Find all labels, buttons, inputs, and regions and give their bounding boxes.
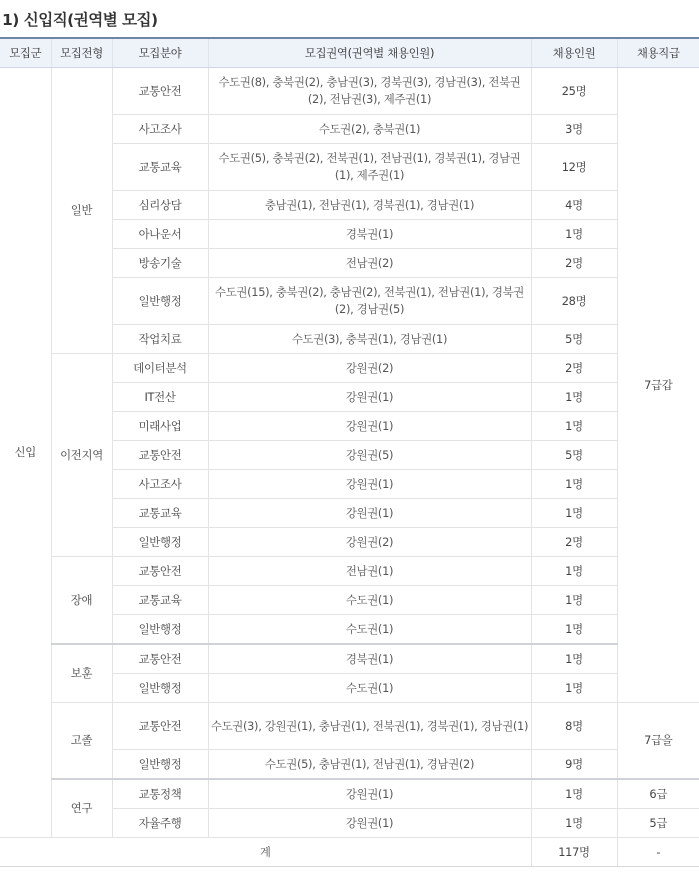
count-cell: 25명	[531, 68, 617, 115]
region-cell: 강원권(5)	[208, 441, 531, 470]
field-cell: 일반행정	[112, 278, 208, 325]
field-cell: 교통교육	[112, 586, 208, 615]
table-row	[0, 354, 699, 383]
count-cell: 3명	[531, 115, 617, 144]
region-cell: 경북권(1)	[208, 220, 531, 249]
section-title: 1) 신입직(권역별 모집)	[2, 11, 158, 29]
region-cell: 강원권(1)	[208, 383, 531, 412]
region-cell: 강원권(1)	[208, 779, 531, 809]
field-cell: 작업치료	[112, 325, 208, 354]
header-grade: 채용직급	[617, 38, 699, 68]
count-cell: 8명	[531, 703, 617, 750]
count-cell: 1명	[531, 499, 617, 528]
region-cell: 전남권(2)	[208, 249, 531, 278]
field-cell: 교통안전	[112, 703, 208, 750]
region-cell: 강원권(1)	[208, 470, 531, 499]
field-cell: 일반행정	[112, 615, 208, 645]
region-cell: 수도권(5), 충북권(2), 전북권(1), 전남권(1), 경북권(1), 경남권(1), 제주권(1)	[208, 144, 531, 191]
count-cell: 1명	[531, 470, 617, 499]
grade-cell-5: 5급	[617, 809, 699, 838]
field-cell: 미래사업	[112, 412, 208, 441]
table-row	[0, 779, 699, 809]
count-cell: 1명	[531, 615, 617, 645]
count-cell: 12명	[531, 144, 617, 191]
field-cell: IT전산	[112, 383, 208, 412]
field-cell: 방송기술	[112, 249, 208, 278]
grade-cell-7b: 7급을	[617, 703, 699, 780]
field-cell: 사고조사	[112, 115, 208, 144]
field-cell: 데이터분석	[112, 354, 208, 383]
count-cell: 5명	[531, 325, 617, 354]
count-cell: 28명	[531, 278, 617, 325]
field-cell: 교통안전	[112, 557, 208, 586]
type-cell-veteran: 보훈	[51, 644, 112, 703]
field-cell: 교통교육	[112, 499, 208, 528]
table-header-row	[0, 38, 699, 68]
count-cell: 1명	[531, 644, 617, 674]
count-cell: 1명	[531, 383, 617, 412]
table-row	[0, 644, 699, 674]
field-cell: 교통안전	[112, 68, 208, 115]
field-cell: 교통안전	[112, 441, 208, 470]
field-cell: 사고조사	[112, 470, 208, 499]
region-cell: 수도권(1)	[208, 674, 531, 703]
header-group: 모집군	[0, 38, 51, 68]
count-cell: 5명	[531, 441, 617, 470]
count-cell: 4명	[531, 191, 617, 220]
region-cell: 충남권(1), 전남권(1), 경북권(1), 경남권(1)	[208, 191, 531, 220]
type-cell-research: 연구	[51, 779, 112, 838]
region-cell: 강원권(1)	[208, 499, 531, 528]
region-cell: 강원권(1)	[208, 809, 531, 838]
type-cell-relocation: 이전지역	[51, 354, 112, 557]
count-cell: 2명	[531, 528, 617, 557]
type-cell-disabled: 장애	[51, 557, 112, 645]
field-cell: 일반행정	[112, 750, 208, 780]
header-count: 채용인원	[531, 38, 617, 68]
region-cell: 수도권(2), 충북권(1)	[208, 115, 531, 144]
region-cell: 강원권(1)	[208, 412, 531, 441]
header-type: 모집전형	[51, 38, 112, 68]
region-cell: 강원권(2)	[208, 354, 531, 383]
field-cell: 교통교육	[112, 144, 208, 191]
count-cell: 1명	[531, 220, 617, 249]
count-cell: 1명	[531, 586, 617, 615]
region-cell: 수도권(15), 충북권(2), 충남권(2), 전북권(1), 전남권(1), 경북권(2), 경남권(5)	[208, 278, 531, 325]
region-cell: 전남권(1)	[208, 557, 531, 586]
region-cell: 경북권(1)	[208, 644, 531, 674]
total-row	[0, 838, 699, 867]
count-cell: 9명	[531, 750, 617, 780]
header-field: 모집분야	[112, 38, 208, 68]
field-cell: 심리상담	[112, 191, 208, 220]
total-label: 계	[0, 838, 531, 867]
total-count: 117명	[531, 838, 617, 867]
table-row	[0, 703, 699, 750]
region-cell: 수도권(1)	[208, 615, 531, 645]
recruitment-table	[0, 37, 699, 867]
table-row	[0, 68, 699, 115]
region-cell: 수도권(3), 강원권(1), 충남권(1), 전북권(1), 경북권(1), 경남권(1)	[208, 703, 531, 750]
field-cell: 교통정책	[112, 779, 208, 809]
group-cell: 신입	[0, 68, 51, 838]
region-cell: 수도권(8), 충북권(2), 충남권(3), 경북권(3), 경남권(3), 전북권(2), 전남권(3), 제주권(1)	[208, 68, 531, 115]
region-cell: 수도권(5), 충남권(1), 전남권(1), 경남권(2)	[208, 750, 531, 780]
field-cell: 아나운서	[112, 220, 208, 249]
header-region: 모집권역(권역별 채용인원)	[208, 38, 531, 68]
field-cell: 교통안전	[112, 644, 208, 674]
total-grade: -	[617, 838, 699, 867]
field-cell: 일반행정	[112, 674, 208, 703]
grade-cell-6: 6급	[617, 779, 699, 809]
count-cell: 1명	[531, 557, 617, 586]
type-cell-highschool: 고졸	[51, 703, 112, 780]
table-row	[0, 557, 699, 586]
field-cell: 일반행정	[112, 528, 208, 557]
count-cell: 1명	[531, 809, 617, 838]
count-cell: 1명	[531, 779, 617, 809]
region-cell: 수도권(3), 충북권(1), 경남권(1)	[208, 325, 531, 354]
field-cell: 자율주행	[112, 809, 208, 838]
region-cell: 강원권(2)	[208, 528, 531, 557]
count-cell: 1명	[531, 412, 617, 441]
region-cell: 수도권(1)	[208, 586, 531, 615]
count-cell: 2명	[531, 354, 617, 383]
grade-cell-7a: 7급갑	[617, 68, 699, 703]
type-cell-general: 일반	[51, 68, 112, 354]
count-cell: 1명	[531, 674, 617, 703]
count-cell: 2명	[531, 249, 617, 278]
